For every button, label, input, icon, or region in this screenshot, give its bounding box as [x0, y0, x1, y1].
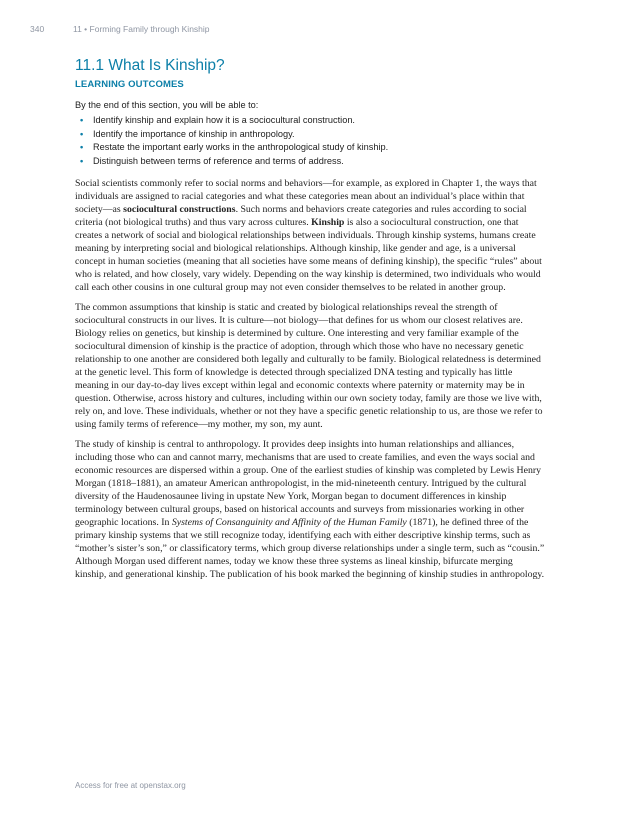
- book-title: Systems of Consanguinity and Affinity of the Human Family: [171, 517, 407, 528]
- paragraph-text: . Such norms and behaviors create categories and rules according to social criteria (not biological truths) and thus vary across cultures.: [75, 204, 527, 228]
- bullet-icon: •: [80, 155, 84, 166]
- paragraph-text: The study of kinship is central to anthropology. It provides deep insights into human relationships and alliances, including those who can and cannot marry, mechanisms that are used to create families, and even the ways social and economic resources are dispersed within a group. One of the earliest studies of kinship was completed by Lewis Henry Morgan (1818–1881), an amateur American anthropologist, in the mid-nineteenth century. Intrigued by the cultural diversity of the Haudenosaunee living in upstate New York, Morgan began to document differences in kinship terminology between cultural groups, based on historical accounts and surveys from missionaries working in other geographic locations. In: [75, 439, 542, 528]
- paragraph-text: Social scientists commonly refer to social norms and behaviors—for example, as explored in Chapter 1, the ways that individuals are assigned to racial categories and what these categories mean about an individual’s place within that society—as: [75, 178, 537, 215]
- footer-link[interactable]: Access for free at openstax.org: [75, 781, 186, 790]
- bullet-icon: •: [80, 128, 84, 139]
- paragraph-3: [75, 438, 545, 581]
- key-term-sociocultural-constructions: sociocultural constructions: [123, 204, 236, 215]
- list-item: [75, 155, 545, 169]
- learning-outcomes-list: [75, 114, 545, 168]
- running-title: 11 • Forming Family through Kinship: [73, 24, 210, 34]
- list-item: [75, 141, 545, 155]
- section-title: 11.1 What Is Kinship?: [75, 57, 225, 74]
- list-item: [75, 114, 545, 128]
- running-header: [30, 24, 210, 34]
- bullet-icon: •: [80, 115, 84, 125]
- outcome-text: Identify kinship and explain how it is a sociocultural construction.: [93, 115, 355, 125]
- key-term-kinship: Kinship: [311, 217, 345, 228]
- page-number: 340: [30, 24, 45, 34]
- outcome-text: Distinguish between terms of reference and terms of address.: [93, 155, 344, 166]
- main-content: [75, 57, 545, 588]
- learning-outcomes-intro: By the end of this section, you will be able to:: [75, 100, 259, 110]
- paragraph-text: (1871), he defined three of the primary kinship systems that we still recognize today, identifying each with either descriptive kinship terms, such as “mother’s sister’s son,” or classificatory terms, which group diverse relationships under a single term, such as “cousin.” Although Morgan used different names, today we know these three systems as lineal kinship, bifurcate merging kinship, and generational kinship. The publication of his book marked the beginning of kinship studies in anthropology.: [75, 517, 545, 580]
- outcome-text: Restate the important early works in the anthropological study of kinship.: [93, 142, 389, 152]
- paragraph-1: [75, 177, 545, 294]
- bullet-icon: •: [80, 142, 84, 152]
- learning-outcomes-heading: LEARNING OUTCOMES: [75, 79, 184, 90]
- paragraph-2: The common assumptions that kinship is static and created by biological relationships reveal the strength of sociocultural constructs in our lives. It is culture—not biology—that defines for us whom our closest relatives are. Biology relies on genetics, but kinship is determined by culture. One interesting and very familiar example of the sociocultural dimension of kinship is the practice of adoption, through which those who have no necessary genetic relationship to one another are considered both legally and culturally to be family. Biological relatedness is determined at the genetic level. This form of knowledge is detected through specialized DNA testing and typically has little meaning in our day-to-day lives except within legal and economic contexts where paternity or maternity may be in question. Otherwise, across history and cultures, including within our own society today, family are those we live with, rely on, and love. These individuals, whether or not they have a specific genetic relationship to us, are those we refer to using family terms of reference—my mother, my son, my aunt.: [75, 302, 543, 430]
- list-item: [75, 128, 545, 142]
- paragraph-text: is also a sociocultural construction, one that creates a network of social and biological relationships between individuals. Through kinship systems, humans create meaning by interpreting social and biological relationships. Although kinship, like gender and age, is a universal concept in human societies (meaning that all societies have some means of defining kinship), the specific “rules” about who is related, and how closely, vary widely. Depending on the way kinship is determined, two individuals who would call each other cousins in one cultural group may not even consider themselves to be related in another group.: [75, 217, 542, 293]
- outcome-text: Identify the importance of kinship in anthropology.: [93, 128, 295, 139]
